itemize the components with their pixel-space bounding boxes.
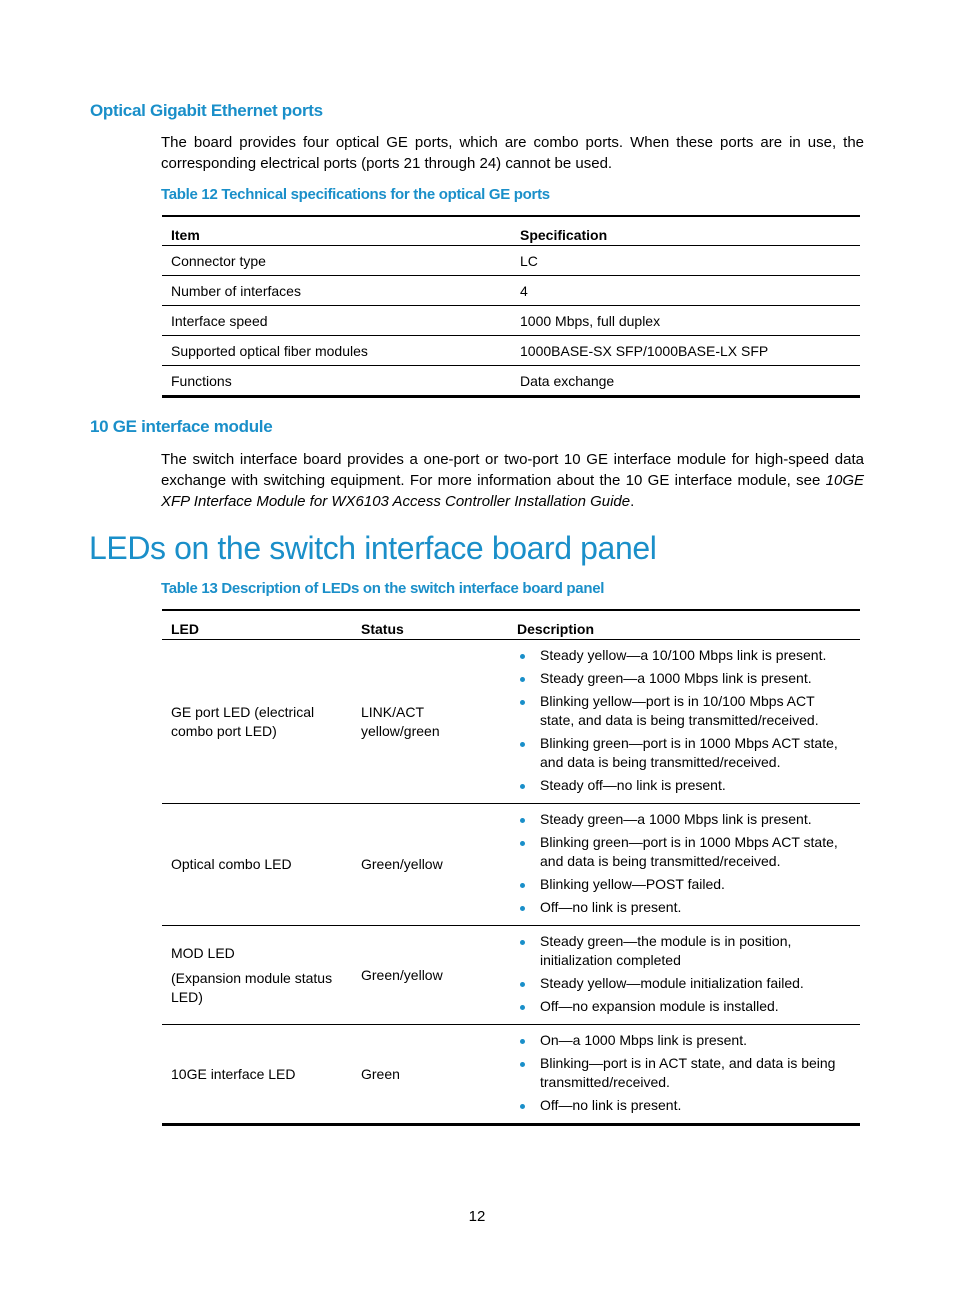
- list-item: [517, 734, 851, 772]
- table-cell: Number of interfaces: [162, 276, 511, 306]
- list-item: [517, 875, 851, 894]
- list-item-text: Off—no expansion module is installed.: [540, 998, 779, 1014]
- description-list: [517, 804, 851, 925]
- page-number: 12: [468, 1208, 486, 1225]
- bullet-icon: [520, 940, 525, 945]
- bullet-icon: [520, 818, 525, 823]
- bullet-icon: [520, 654, 525, 659]
- table-row: [162, 1025, 860, 1125]
- list-item: [517, 974, 851, 993]
- table-cell: 4: [511, 276, 860, 306]
- table-header-row: [162, 610, 860, 640]
- bullet-icon: [520, 982, 525, 987]
- list-item: [517, 1054, 851, 1092]
- led-description-cell: [508, 1025, 860, 1125]
- bullet-icon: [520, 677, 525, 682]
- led-name-cell: [162, 926, 352, 1025]
- list-item-text: Steady green—the module is in position, initialization completed: [540, 933, 792, 968]
- paragraph-text: The switch interface board provides a one-port or two-port 10 GE interface module for high-speed data exchange with switching equipment. For more information about the 10 GE interface module, see: [161, 451, 864, 489]
- led-status-cell: Green: [361, 1065, 400, 1082]
- led-description-cell: [508, 640, 860, 804]
- list-item: [517, 997, 851, 1016]
- chapter-heading-leds: LEDs on the switch interface board panel: [89, 530, 657, 566]
- section-heading-optical-ge: Optical Gigabit Ethernet ports: [90, 101, 323, 120]
- table-cell: Data exchange: [520, 372, 615, 389]
- led-description-cell: [508, 804, 860, 926]
- table-row: [162, 804, 860, 926]
- led-name: GE port LED (electrical combo port LED): [171, 703, 315, 739]
- list-item: [517, 646, 851, 665]
- list-item-text: Blinking yellow—port is in 10/100 Mbps ACT state, and data is being transmitted/received.: [540, 693, 819, 728]
- section-heading-10ge-module: 10 GE interface module: [90, 417, 273, 436]
- table-row: [162, 336, 860, 366]
- table-cell: Functions: [171, 372, 232, 389]
- bullet-icon: [520, 841, 525, 846]
- table-row: [162, 640, 860, 804]
- list-item: [517, 1096, 851, 1115]
- column-header-specification: Specification: [511, 216, 860, 246]
- list-item: [517, 833, 851, 871]
- guide-title-reference: 10GE XFP Interface Module for WX6103 Access Controller Installation Guide: [161, 472, 864, 510]
- list-item-text: Steady yellow—module initialization failed.: [540, 975, 804, 991]
- table-row: [162, 926, 860, 1025]
- list-item-text: On—a 1000 Mbps link is present.: [540, 1032, 747, 1048]
- bullet-icon: [520, 883, 525, 888]
- table-13-led-descriptions: [162, 609, 860, 1126]
- table-row: [162, 366, 860, 397]
- list-item-text: Steady green—a 1000 Mbps link is present.: [540, 811, 812, 827]
- bullet-icon: [520, 1005, 525, 1010]
- list-item: [517, 810, 851, 829]
- column-header-item: Item: [162, 216, 511, 246]
- description-list: [517, 640, 851, 803]
- column-header-led: LED: [162, 610, 352, 640]
- table-cell: Interface speed: [162, 306, 511, 336]
- table-12-caption: Table 12 Technical specifications for the optical GE ports: [161, 186, 550, 203]
- list-item-text: Blinking green—port is in 1000 Mbps ACT state, and data is being transmitted/received.: [540, 834, 838, 869]
- list-item-text: Steady green—a 1000 Mbps link is present.: [540, 670, 812, 686]
- list-item: [517, 898, 851, 917]
- bullet-icon: [520, 1062, 525, 1067]
- table-row: [162, 306, 860, 336]
- table-cell: 1000 Mbps, full duplex: [511, 306, 860, 336]
- led-description-cell: [508, 926, 860, 1025]
- led-name-cell: [162, 640, 352, 804]
- led-status-cell: Green/yellow: [352, 804, 508, 926]
- list-item: [517, 1031, 851, 1050]
- column-header-description: Description: [508, 610, 860, 640]
- led-status-cell: Green/yellow: [352, 926, 508, 1025]
- led-status-cell: LINK/ACT yellow/green: [352, 640, 508, 804]
- description-list: [517, 1025, 851, 1123]
- paragraph-10ge-module: [161, 449, 864, 512]
- list-item-text: Blinking—port is in ACT state, and data is being transmitted/received.: [540, 1055, 836, 1090]
- list-item-text: Steady yellow—a 10/100 Mbps link is present.: [540, 647, 827, 663]
- bullet-icon: [520, 1039, 525, 1044]
- list-item: [517, 776, 851, 795]
- led-name-cell: [162, 1025, 352, 1125]
- list-item-text: Steady off—no link is present.: [540, 777, 726, 793]
- bullet-icon: [520, 700, 525, 705]
- led-name: Optical combo LED: [171, 856, 292, 872]
- bullet-icon: [520, 742, 525, 747]
- description-list: [517, 926, 851, 1024]
- table-cell: Connector type: [162, 246, 511, 276]
- list-item-text: Blinking yellow—POST failed.: [540, 876, 725, 892]
- table-cell: Supported optical fiber modules: [162, 336, 511, 366]
- paragraph-optical-ge: The board provides four optical GE ports, which are combo ports. When these ports are in use, the corresponding electrical ports (ports 21 through 24) cannot be used.: [161, 134, 864, 172]
- led-name: MOD LED: [171, 944, 235, 961]
- bullet-icon: [520, 906, 525, 911]
- table-12-optical-ge-specs: [162, 215, 860, 398]
- paragraph-text-end: .: [630, 493, 635, 510]
- bullet-icon: [520, 784, 525, 789]
- list-item-text: Off—no link is present.: [540, 899, 682, 915]
- column-header-status: Status: [352, 610, 508, 640]
- table-row: [162, 276, 860, 306]
- list-item: [517, 669, 851, 688]
- list-item: [517, 692, 851, 730]
- table-header-row: [162, 216, 860, 246]
- table-cell: LC: [511, 246, 860, 276]
- led-name-note: (Expansion module status LED): [171, 969, 333, 1005]
- table-row: [162, 246, 860, 276]
- list-item: [517, 932, 851, 970]
- list-item-text: Off—no link is present.: [540, 1097, 682, 1113]
- list-item-text: Blinking green—port is in 1000 Mbps ACT state, and data is being transmitted/received.: [540, 735, 838, 770]
- led-name-cell: [162, 804, 352, 926]
- table-cell: 1000BASE-SX SFP/1000BASE-LX SFP: [511, 336, 860, 366]
- led-name: 10GE interface LED: [171, 1065, 296, 1082]
- bullet-icon: [520, 1104, 525, 1109]
- table-13-caption: Table 13 Description of LEDs on the switch interface board panel: [161, 580, 605, 597]
